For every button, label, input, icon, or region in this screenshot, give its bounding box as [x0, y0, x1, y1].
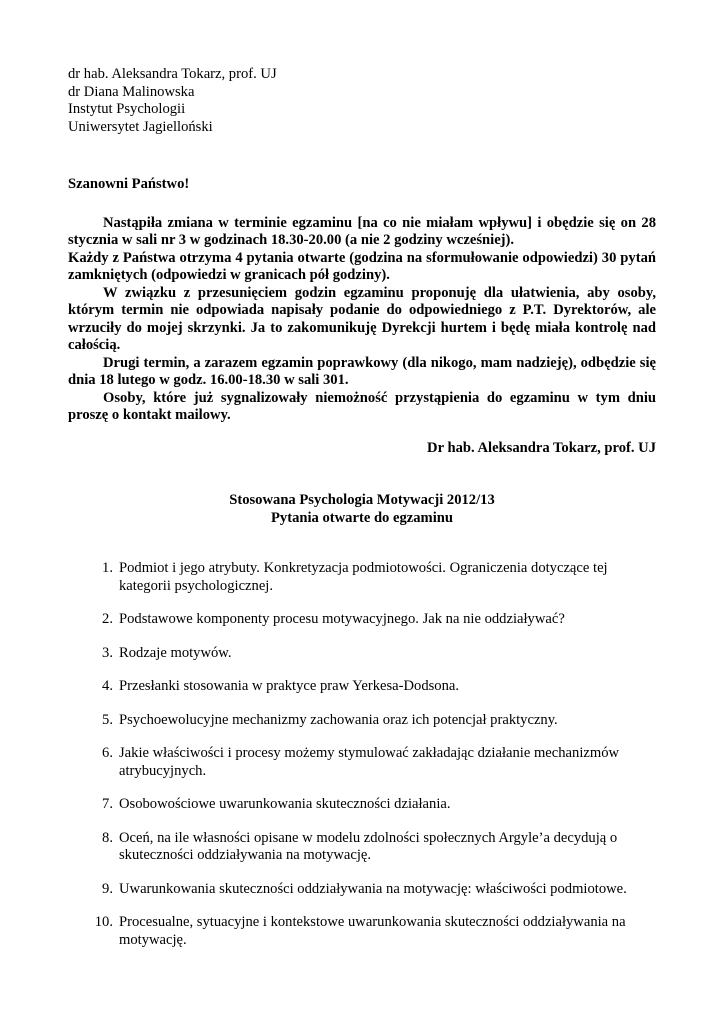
- question-number: 5.: [102, 711, 113, 728]
- letter-paragraph: Każdy z Państwa otrzyma 4 pytania otwarte (godzina na sformułowanie odpowiedzi) 30 pytań zamkniętych (odpowiedzi w granicach pół godziny).: [68, 249, 656, 283]
- list-item: [88, 611, 628, 629]
- question-list: [88, 560, 628, 949]
- question-text: Przesłanki stosowania w praktyce praw Yerkesa-Dodsona.: [119, 678, 460, 694]
- question-text: Psychoewolucyjne mechanizmy zachowania oraz ich potencjał praktyczny.: [119, 711, 558, 728]
- letter-body: [68, 215, 656, 425]
- question-text: Oceń, na ile własności opisane w modelu zdolności społecznych Argyle’a decydują o skuteczności oddziaływania na motywację.: [119, 829, 618, 863]
- question-text: Jakie właściwości i procesy możemy stymulować zakładając działanie mechanizmów atrybucyjnych.: [119, 745, 620, 779]
- letter-paragraph: Osoby, które już sygnalizowały niemożność przystąpienia do egzaminu w tym dniu proszę o kontakt mailowy.: [68, 389, 656, 423]
- question-text: Rodzaje motywów.: [119, 644, 232, 661]
- letter-paragraph: W związku z przesunięciem godzin egzaminu proponuję dla ułatwienia, aby osoby, którym termin nie odpowiada napisały podanie do odpowiedniego z P.T. Dyrektorów, ale wrzuciły do mojej skrzynki. Ja to zakomunikuję Dyrekcji hurtem i będę miała kontrolę nad całością.: [68, 284, 656, 353]
- exam-heading: [68, 492, 656, 527]
- signature: Dr hab. Aleksandra Tokarz, prof. UJ: [427, 439, 656, 456]
- question-number: 9.: [102, 880, 113, 897]
- list-item: [88, 914, 628, 949]
- list-item: [88, 678, 628, 696]
- list-item: [88, 712, 628, 730]
- question-text: Uwarunkowania skuteczności oddziaływania na motywację: właściwości podmiotowe.: [119, 880, 627, 897]
- exam-title: Stosowana Psychologia Motywacji 2012/13: [229, 492, 495, 508]
- author-header: [68, 66, 656, 136]
- question-number: 1.: [102, 560, 113, 576]
- salutation: Szanowni Państwo!: [68, 176, 190, 192]
- author-line: dr hab. Aleksandra Tokarz, prof. UJ: [68, 66, 277, 82]
- question-number: 6.: [102, 745, 113, 761]
- university-line: Uniwersytet Jagielloński: [68, 118, 213, 135]
- letter-paragraph: Drugi termin, a zarazem egzamin poprawkowy (dla nikogo, mam nadzieję), odbędzie się dnia 18 lutego w godz. 16.00-18.30 w sali 301.: [68, 354, 656, 388]
- question-number: 2.: [102, 611, 113, 627]
- question-number: 4.: [102, 678, 113, 694]
- question-number: 10.: [94, 914, 113, 930]
- institute-line: Instytut Psychologii: [68, 101, 186, 117]
- question-text: Podstawowe komponenty procesu motywacyjnego. Jak na nie oddziaływać?: [119, 611, 565, 627]
- document-page: [68, 66, 656, 965]
- list-item: [88, 881, 628, 899]
- question-text: Podmiot i jego atrybuty. Konkretyzacja podmiotowości. Ograniczenia dotyczące tej kategorii psychologicznej.: [119, 560, 608, 594]
- list-item: [88, 830, 628, 865]
- exam-subtitle: Pytania otwarte do egzaminu: [271, 509, 453, 526]
- question-number: 8.: [102, 829, 113, 846]
- list-item: [88, 645, 628, 663]
- list-item: [88, 796, 628, 814]
- question-number: 3.: [102, 644, 113, 661]
- question-number: 7.: [102, 796, 113, 812]
- question-text: Procesualne, sytuacyjne i kontekstowe uwarunkowania skuteczności oddziaływania na motywację.: [119, 914, 626, 948]
- list-item: [88, 745, 628, 780]
- letter-paragraph: Nastąpiła zmiana w terminie egzaminu [na co nie miałam wpływu] i obędzie się on 28 stycznia w sali nr 3 w godzinach 18.30-20.00 (a nie 2 godziny wcześniej).: [68, 214, 656, 248]
- question-text: Osobowościowe uwarunkowania skuteczności działania.: [119, 796, 451, 812]
- list-item: [88, 560, 628, 595]
- author-line: dr Diana Malinowska: [68, 83, 195, 100]
